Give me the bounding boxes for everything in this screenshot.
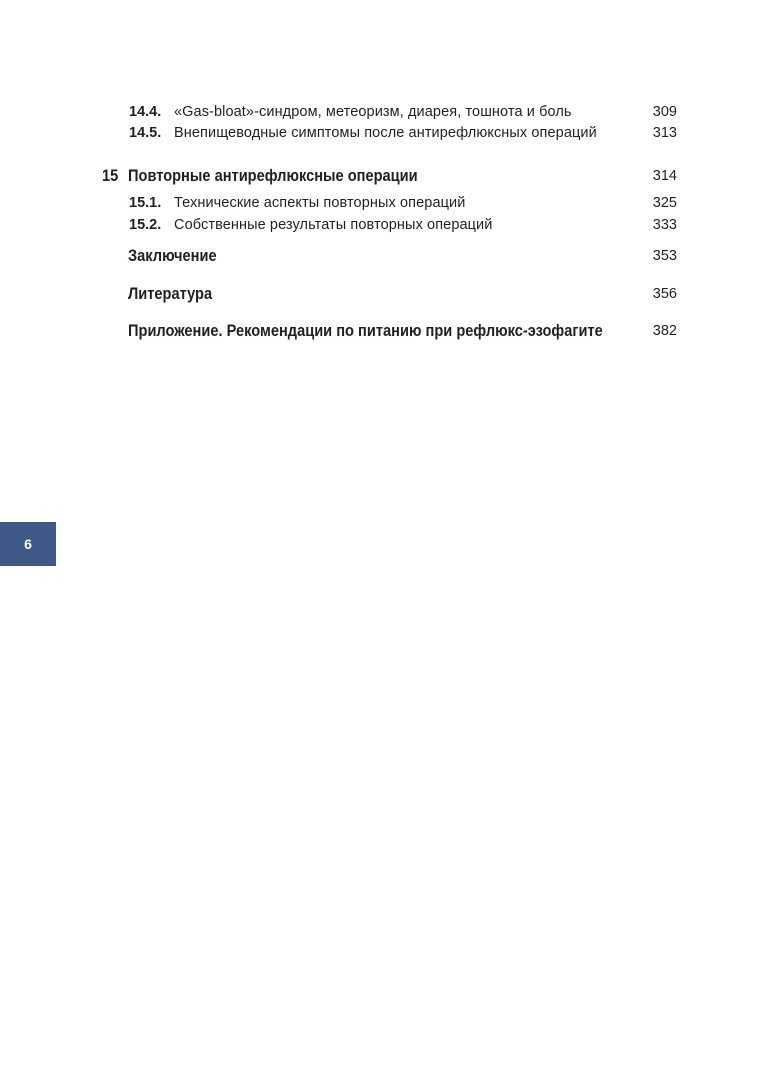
- toc-entry-number: 14.4.: [129, 104, 162, 120]
- toc-section-page: 356: [652, 286, 677, 302]
- toc-entry-number: 15.1.: [129, 195, 162, 211]
- toc-chapter-number: 15: [102, 166, 119, 185]
- toc-entry-title: Собственные результаты повторных операций: [174, 217, 493, 233]
- toc-section-title: Приложение. Рекомендации по питанию при рефлюкс-эзофагите: [128, 321, 603, 340]
- toc-chapter-15[interactable]: [0, 165, 763, 187]
- toc-entry-page: 309: [652, 104, 677, 120]
- toc-section-conclusion[interactable]: [0, 245, 763, 267]
- page-number-tab: 6: [0, 522, 56, 566]
- toc-section-page: 353: [652, 248, 677, 264]
- toc-entry-page: 333: [652, 217, 677, 233]
- toc-entry-title: «Gas-bloat»-синдром, метеоризм, диарея, тошнота и боль: [174, 104, 572, 120]
- toc-entry-14-5[interactable]: [0, 122, 763, 144]
- toc-entry-page: 325: [652, 195, 677, 211]
- toc-entry-title: Технические аспекты повторных операций: [174, 195, 466, 211]
- toc-entry-15-2[interactable]: [0, 214, 763, 236]
- toc-entry-14-4[interactable]: [0, 101, 763, 123]
- toc-entry-15-1[interactable]: [0, 192, 763, 214]
- toc-entry-title: Внепищеводные симптомы после антирефлюксных операций: [174, 125, 597, 141]
- toc-section-appendix[interactable]: [0, 320, 763, 342]
- toc-entry-number: 15.2.: [129, 217, 162, 233]
- toc-section-page: 382: [652, 323, 677, 339]
- toc-chapter-title: Повторные антирефлюксные операции: [128, 166, 418, 185]
- toc-section-title: Заключение: [128, 246, 217, 265]
- toc-entry-number: 14.5.: [129, 125, 162, 141]
- toc-chapter-page: 314: [652, 168, 677, 184]
- toc-section-literature[interactable]: [0, 283, 763, 305]
- toc-section-title: Литература: [128, 284, 213, 303]
- toc-entry-page: 313: [652, 125, 677, 141]
